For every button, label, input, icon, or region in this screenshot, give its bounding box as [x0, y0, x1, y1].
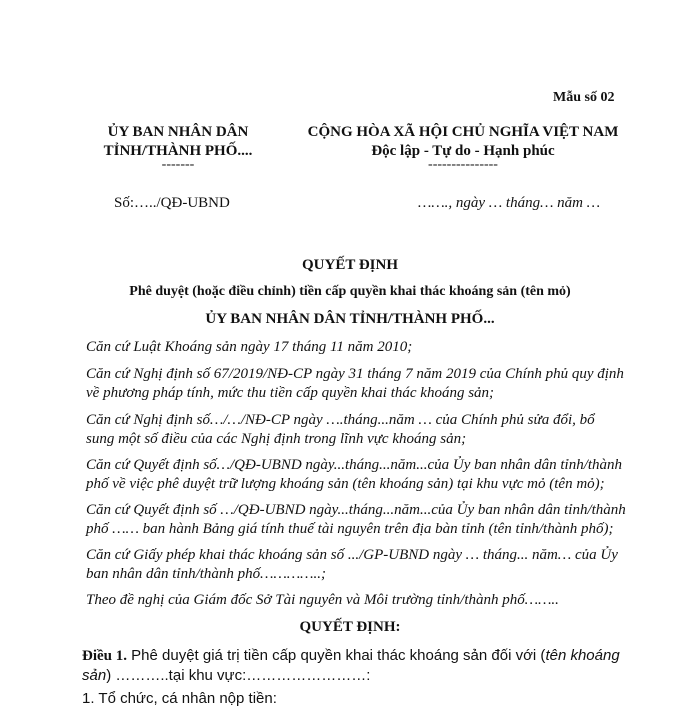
national-rule: --------------- — [428, 157, 498, 172]
document-date: ……., ngày … tháng… năm … — [418, 195, 601, 211]
legal-basis-5: Căn cứ Quyết định số …/QĐ-UBND ngày...tháng...năm...của Ủy ban nhân dân tỉnh/thành phố …… ban hành Bảng giá tính thuế tài nguyên trên địa bàn tỉnh (tên tỉnh/thành phố); — [86, 502, 626, 537]
document-number: Số:…../QĐ-UBND — [114, 195, 230, 211]
article-1-item-1: 1. Tổ chức, cá nhân nộp tiền: — [82, 690, 277, 707]
national-motto: Độc lập - Tự do - Hạnh phúc — [371, 143, 555, 159]
form-number: Mẫu số 02 — [553, 90, 615, 105]
issuing-authority: ỦY BAN NHÂN DÂN TỈNH/THÀNH PHỐ... — [205, 311, 495, 327]
document-title: QUYẾT ĐỊNH — [302, 257, 398, 273]
article-1-text-b: ) ………..tại khu vực:……………………: — [106, 667, 371, 684]
legal-basis-7: Theo đề nghị của Giám đốc Sở Tài nguyên và Môi trường tỉnh/thành phố…….. — [86, 592, 559, 608]
agency-rule: ------- — [161, 157, 195, 172]
agency-name-line1: ỦY BAN NHÂN DÂN — [107, 124, 249, 140]
legal-basis-6: Căn cứ Giấy phép khai thác khoáng sản số .../GP-UBND ngày … tháng... năm… của Ủy ban nhân dân tỉnh/thành phố…………..; — [86, 547, 618, 582]
document-subtitle: Phê duyệt (hoặc điều chỉnh) tiền cấp quyền khai thác khoáng sản (tên mỏ) — [129, 284, 571, 299]
legal-basis-2: Căn cứ Nghị định số 67/2019/NĐ-CP ngày 31 tháng 7 năm 2019 của Chính phủ quy định về phương pháp tính, mức thu tiền cấp quyền khai thác khoáng sản; — [86, 366, 624, 401]
national-title: CỘNG HÒA XÃ HỘI CHỦ NGHĨA VIỆT NAM — [307, 124, 619, 140]
article-1 — [82, 646, 622, 685]
legal-basis-1: Căn cứ Luật Khoáng sản ngày 17 tháng 11 năm 2010; — [86, 339, 413, 355]
article-1-mineral-name: tên khoáng sản — [82, 647, 620, 684]
article-1-label: Điều 1. — [82, 648, 127, 664]
legal-basis-4: Căn cứ Quyết định số…/QĐ-UBND ngày...tháng...năm...của Ủy ban nhân dân tỉnh/thành phố về việc phê duyệt trữ lượng khoáng sản (tên khoáng sản) tại khu vực mỏ (tên mỏ); — [86, 457, 623, 492]
decision-heading: QUYẾT ĐỊNH: — [299, 619, 401, 635]
article-1-text-a: Phê duyệt giá trị tiền cấp quyền khai thác khoáng sản đối với ( — [127, 647, 546, 664]
legal-basis-3: Căn cứ Nghị định số…/…/NĐ-CP ngày ….tháng...năm … của Chính phủ sửa đổi, bổ sung một số điều của các Nghị định trong lĩnh vực khoáng sản; — [86, 412, 595, 447]
agency-name-line2: TỈNH/THÀNH PHỐ.... — [103, 143, 253, 159]
